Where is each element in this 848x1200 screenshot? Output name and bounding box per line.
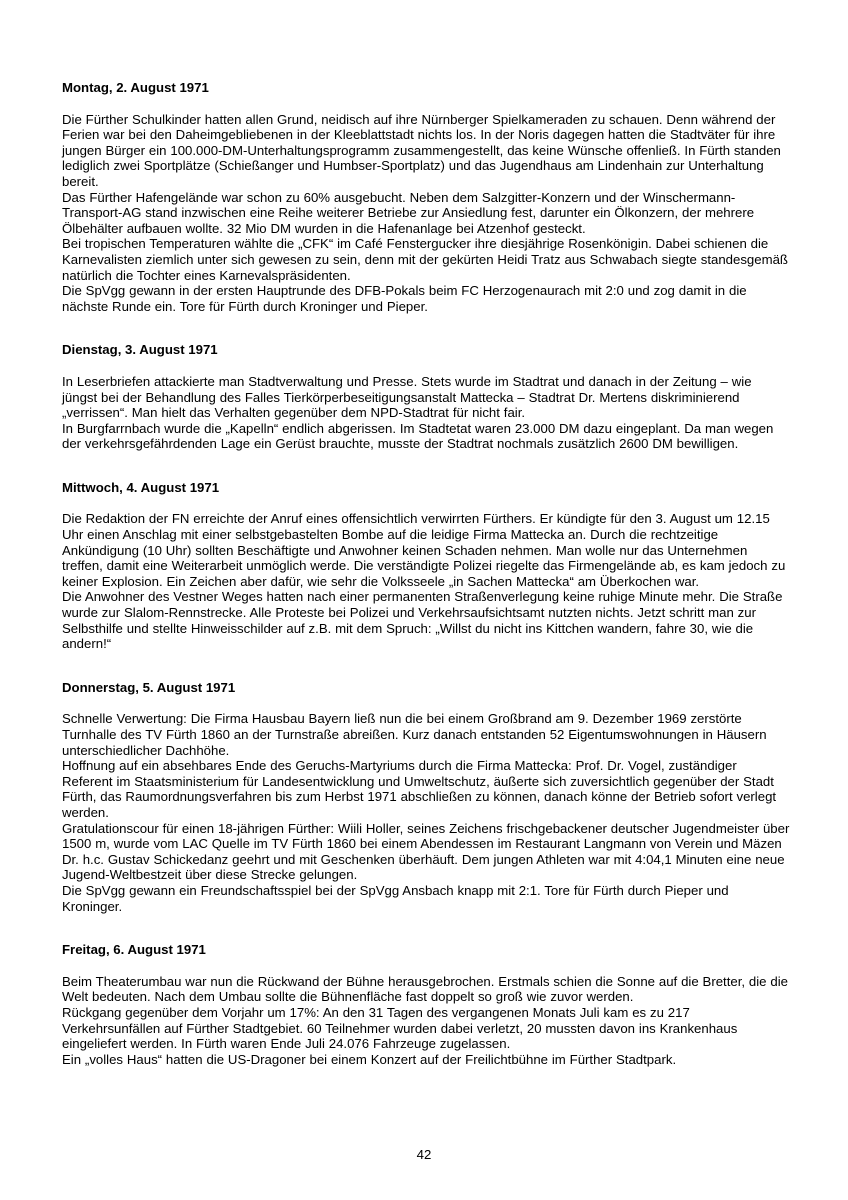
paragraph: Die Anwohner des Vestner Weges hatten nach einer permanenten Straßenverlegung keine ruhige Minute mehr. Die Straße wurde zur Slalom-Rennstrecke. Alle Proteste bei Polizei und Verkehrsaufsichtsamt nutzten nichts. Jetzt schritt man zur Selbsthilfe und stellte Hinweisschilder auf z.B. mit dem Spruch: „Willst du nicht ins Kittchen wandern, fahre 30, wie die andern!“ (62, 589, 783, 652)
paragraph: Die SpVgg gewann in der ersten Hauptrunde des DFB-Pokals beim FC Herzogenaurach mit 2:0 und zog damit in die nächste Runde ein. Tore für Fürth durch Kroninger und Pieper. (62, 283, 747, 314)
paragraph: Rückgang gegenüber dem Vorjahr um 17%: An den 31 Tagen des vergangenen Monats Juli kam es zu 217 Verkehrsunfällen auf Fürther Stadtgebiet. 60 Teilnehmer wurden dabei verletzt, 20 mussten davon ins Krankenhaus eingeliefert werden. In Fürth waren Ende Juli 24.076 Fahrzeuge zugelassen. (62, 1004, 738, 1052)
day-heading: Mittwoch, 4. August 1971 (62, 479, 220, 495)
document-content (62, 80, 790, 1067)
day-heading: Dienstag, 3. August 1971 (62, 342, 218, 358)
day-heading: Donnerstag, 5. August 1971 (62, 679, 236, 695)
day-section (62, 942, 790, 1067)
day-section (62, 680, 790, 914)
paragraph: Hoffnung auf ein absehbares Ende des Geruchs-Martyriums durch die Firma Mattecka: Prof. Dr. Vogel, zuständiger Referent im Staatsministerium für Landesentwicklung und Umweltschutz, äußerte sich zuversichtlich gegenüber der Stadt Fürth, das Raumordnungsverfahren bis zum Herbst 1971 abschließen zu können, danach könne der Betrieb sofort verlegt werden. (62, 758, 777, 820)
day-body (62, 511, 790, 651)
paragraph: Bei tropischen Temperaturen wählte die „CFK“ im Café Fenstergucker ihre diesjährige Rosenkönigin. Dabei schienen die Karnevalisten ziemlich unter sich gewesen zu sein, denn mit der gekürten Heidi Tratz aus Schwabach siegte standesgemäß natürlich die Tochter eines Karnevalspräsidenten. (62, 236, 788, 283)
day-body (62, 711, 790, 914)
paragraph: Das Fürther Hafengelände war schon zu 60% ausgebucht. Neben dem Salzgitter-Konzern und der Winschermann-Transport-AG stand inzwischen eine Reihe weiterer Betriebe zur Ansiedlung fest, darunter ein Ölkonzern, der mehrere Ölbehälter aufbauen wollte. 32 Mio DM wurden in die Hafenanlage bei Atzenhof gesteckt. (62, 189, 755, 236)
day-section (62, 80, 790, 314)
paragraph: Ein „volles Haus“ hatten die US-Dragoner bei einem Konzert auf der Freilichtbühne im Fürther Stadtpark. (62, 1051, 677, 1067)
day-section (62, 342, 790, 452)
paragraph: In Leserbriefen attackierte man Stadtverwaltung und Presse. Stets wurde im Stadtrat und danach in der Zeitung – wie jüngst bei der Behandlung des Falles Tierkörperbeseitigungsanstalt Mattecka – Stadtrat Dr. Mertens diskriminierend „verrissen“. Man hielt das Verhalten gegenüber dem NPD-Stadtrat für nicht fair. (62, 373, 752, 421)
day-body (62, 974, 790, 1068)
paragraph: In Burgfarrnbach wurde die „Kapelln“ endlich abgerissen. Im Stadtetat waren 23.000 DM dazu eingeplant. Da man wegen der verkehrsgefährdenden Lage ein Gerüst brauchte, musste der Stadtrat nochmals zusätzlich 2600 DM bewilligen. (62, 420, 774, 452)
day-heading: Freitag, 6. August 1971 (62, 942, 206, 958)
paragraph: Die SpVgg gewann ein Freundschaftsspiel bei der SpVgg Ansbach knapp mit 2:1. Tore für Fürth durch Pieper und Kroninger. (62, 882, 729, 914)
day-section (62, 480, 790, 652)
day-heading: Montag, 2. August 1971 (62, 80, 209, 95)
day-body (62, 112, 790, 315)
day-body (62, 374, 790, 452)
paragraph: Die Redaktion der FN erreichte der Anruf eines offensichtlich verwirrten Fürthers. Er kündigte für den 3. August um 12.15 Uhr einen Anschlag mit einer selbstgebastelten Bombe auf die leidige Firma Mattecka an. Durch die rechtzeitige Ankündigung (10 Uhr) sollten Beschäftigte und Anwohner keinen Schaden nehmen. Man wolle nur das Unternehmen treffen, damit eine Weiterarbeit unmöglich werde. Die verständigte Polizei riegelte das Firmengelände ab, es kam jedoch zu keiner Explosion. Ein Zeichen aber dafür, wie sehr die Volksseele „in Sachen Mattecka“ am Überkochen war. (62, 511, 786, 589)
paragraph: Gratulationscour für einen 18-jährigen Fürther: Wiili Holler, seines Zeichens frischgebackener deutscher Jugendmeister über 1500 m, wurde vom LAC Quelle im TV Fürth 1860 bei einem Abendessen im Restaurant Langmann von Verein und Mäzen Dr. h.c. Gustav Schickedanz geehrt und mit Geschenken überhäuft. Dem jungen Athleten war mit 4:04,1 Minuten eine neue Jugend-Weltbestzeit über diese Strecke gelungen. (62, 820, 790, 883)
paragraph: Schnelle Verwertung: Die Firma Hausbau Bayern ließ nun die bei einem Großbrand am 9. Dezember 1969 zerstörte Turnhalle des TV Fürth 1860 an der Turnstraße abreißen. Kurz danach entstanden 52 Eigentumswohnungen in Häusern unterschiedlicher Dachhöhe. (62, 711, 767, 758)
paragraph: Die Fürther Schulkinder hatten allen Grund, neidisch auf ihre Nürnberger Spielkameraden zu schauen. Denn während der Ferien war bei den Daheimgebliebenen in der Kleeblattstadt nichts los. In der Noris dagegen hatten die Stadtväter für ihre jungen Bürger ein 100.000-DM-Unterhaltungsprogramm zusammengestellt, das keine Wünsche offenließ. In Fürth standen lediglich zwei Sportplätze (Schießanger und Humbser-Sportplatz) und das Jugendhaus am Lindenhain zur Unterhaltung bereit. (62, 111, 781, 189)
page-number: 42 (416, 1147, 432, 1162)
paragraph: Beim Theaterumbau war nun die Rückwand der Bühne herausgebrochen. Erstmals schien die Sonne auf die Bretter, die die Welt bedeuten. Nach dem Umbau sollte die Bühnenfläche fast doppelt so groß wie zuvor werden. (62, 973, 788, 1005)
